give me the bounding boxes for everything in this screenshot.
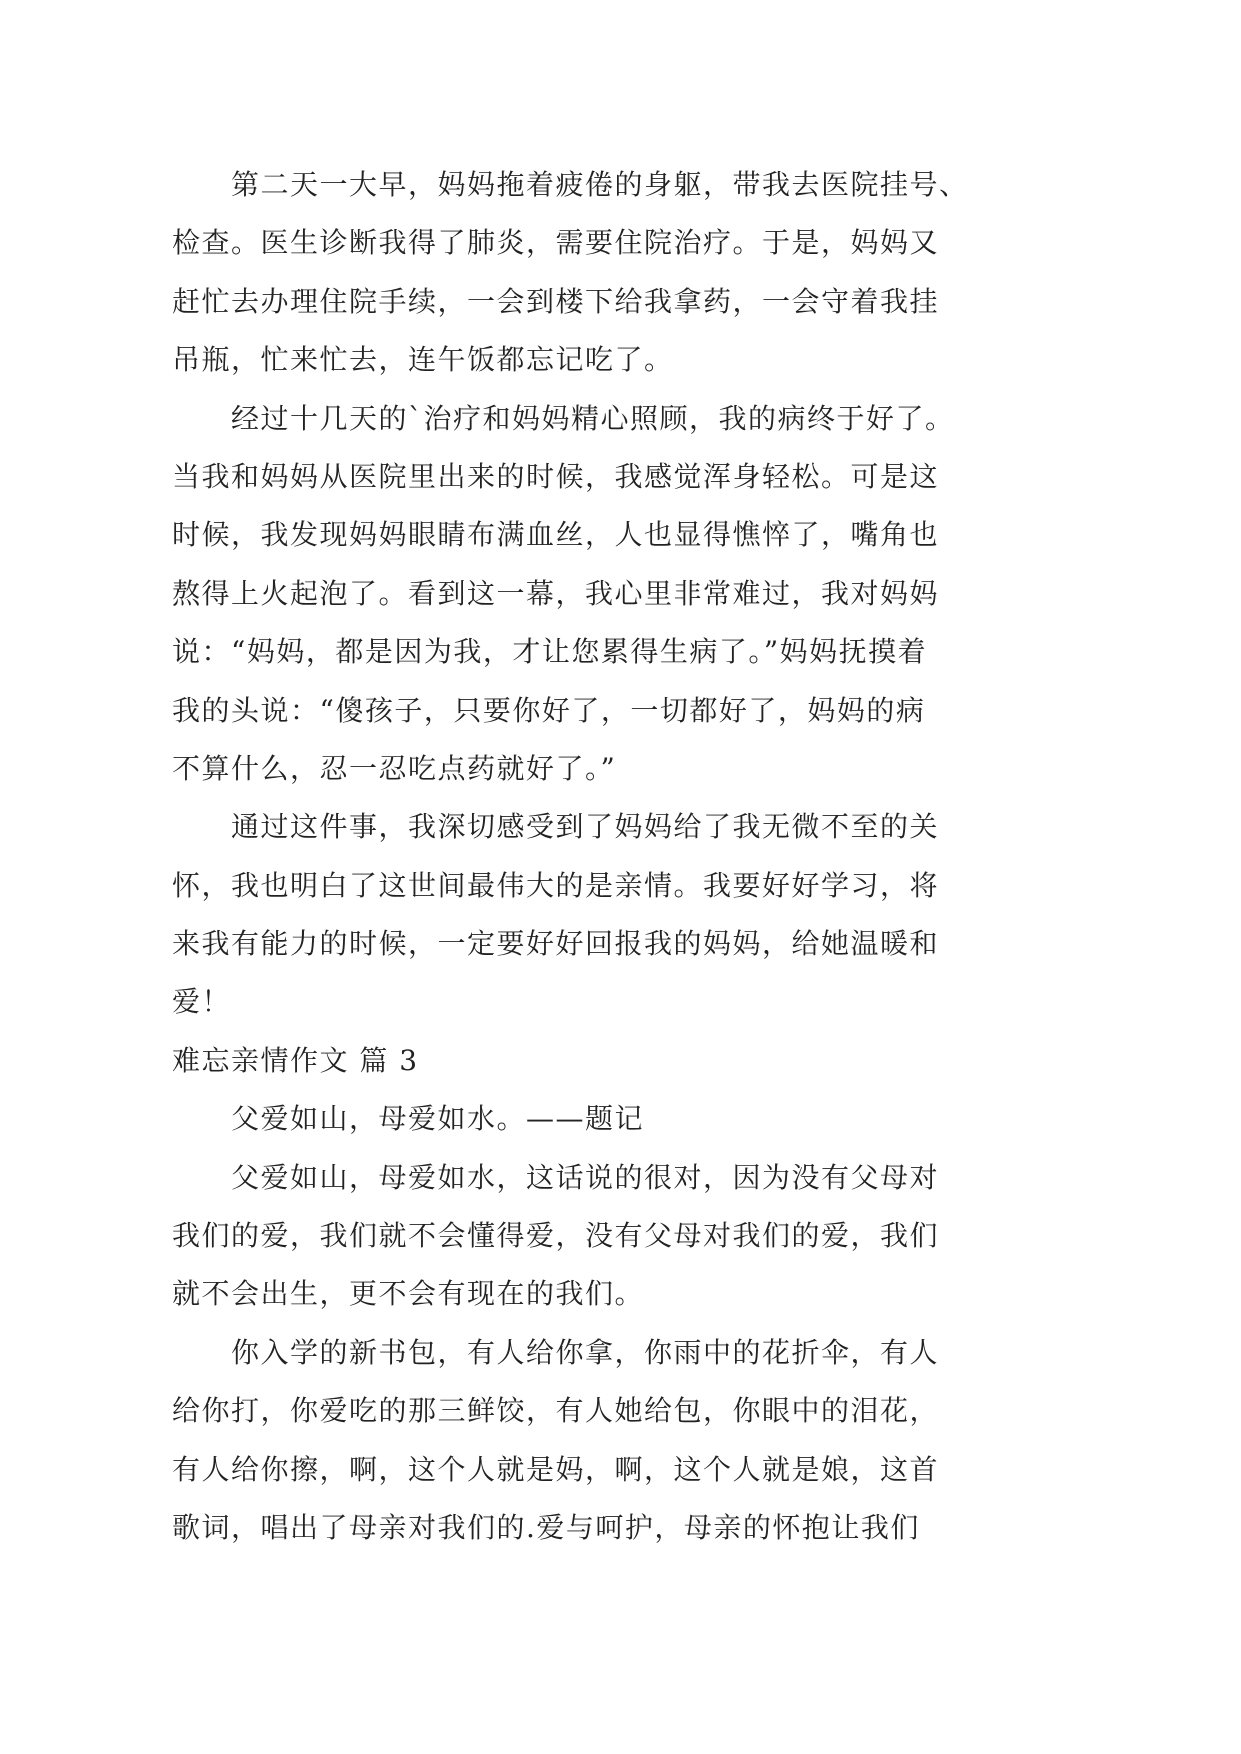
- text-line: 不算什么，忍一忍吃点药就好了。”: [172, 751, 617, 785]
- text-line: 你入学的新书包，有人给你拿，你雨中的花折伞，有人: [231, 1335, 940, 1369]
- text-line: 熬得上火起泡了。看到这一幕，我心里非常难过，我对妈妈: [172, 576, 940, 610]
- section-heading: 难忘亲情作文 篇 3: [172, 1043, 419, 1077]
- text-line: 我们的爱，我们就不会懂得爱，没有父母对我们的爱，我们: [172, 1219, 940, 1253]
- paragraph: [172, 1149, 1032, 1324]
- text-line: 吊瓶，忙来忙去，连午饭都忘记吃了。: [172, 343, 674, 377]
- text-line: 父爱如山，母爱如水。——题记: [231, 1102, 645, 1136]
- text-line: 来我有能力的时候，一定要好好回报我的妈妈，给她温暖和: [172, 927, 940, 961]
- text-line: 说：“妈妈，都是因为我，才让您累得生病了。”妈妈抚摸着: [172, 635, 928, 669]
- paragraph: [172, 156, 1032, 390]
- text-line: 我的头说：“傻孩子，只要你好了，一切都好了，妈妈的病: [172, 693, 926, 727]
- text-line: 有人给你擦，啊，这个人就是妈，啊，这个人就是娘，这首: [172, 1452, 940, 1486]
- document-body: [172, 156, 1032, 1557]
- paragraph: [172, 798, 1032, 1032]
- text-line: 歌词，唱出了母亲对我们的.爱与呵护，母亲的怀抱让我们: [172, 1510, 920, 1544]
- paragraph: [172, 390, 1032, 799]
- text-line: 第二天一大早，妈妈拖着疲倦的身躯，带我去医院挂号、: [231, 168, 969, 201]
- paragraph: [172, 1324, 1032, 1558]
- text-line: 经过十几天的`治疗和妈妈精心照顾，我的病终于好了。: [231, 401, 955, 435]
- text-line: 时候，我发现妈妈眼睛布满血丝，人也显得憔悴了，嘴角也: [172, 518, 940, 552]
- text-line: 检查。医生诊断我得了肺炎，需要住院治疗。于是，妈妈又: [172, 226, 940, 260]
- text-line: 给你打，你爱吃的那三鲜饺，有人她给包，你眼中的泪花，: [172, 1394, 940, 1428]
- text-line: 父爱如山，母爱如水，这话说的很对，因为没有父母对: [231, 1160, 940, 1194]
- text-line: 通过这件事，我深切感受到了妈妈给了我无微不至的关: [231, 810, 940, 844]
- text-line: 就不会出生，更不会有现在的我们。: [172, 1277, 645, 1311]
- text-line: 怀，我也明白了这世间最伟大的是亲情。我要好好学习，将: [172, 868, 940, 902]
- text-line: 当我和妈妈从医院里出来的时候，我感觉浑身轻松。可是这: [172, 459, 940, 493]
- text-line: 爱！: [172, 985, 232, 1019]
- epigraph: [172, 1090, 1032, 1148]
- text-line: 赶忙去办理住院手续，一会到楼下给我拿药，一会守着我挂: [172, 284, 940, 318]
